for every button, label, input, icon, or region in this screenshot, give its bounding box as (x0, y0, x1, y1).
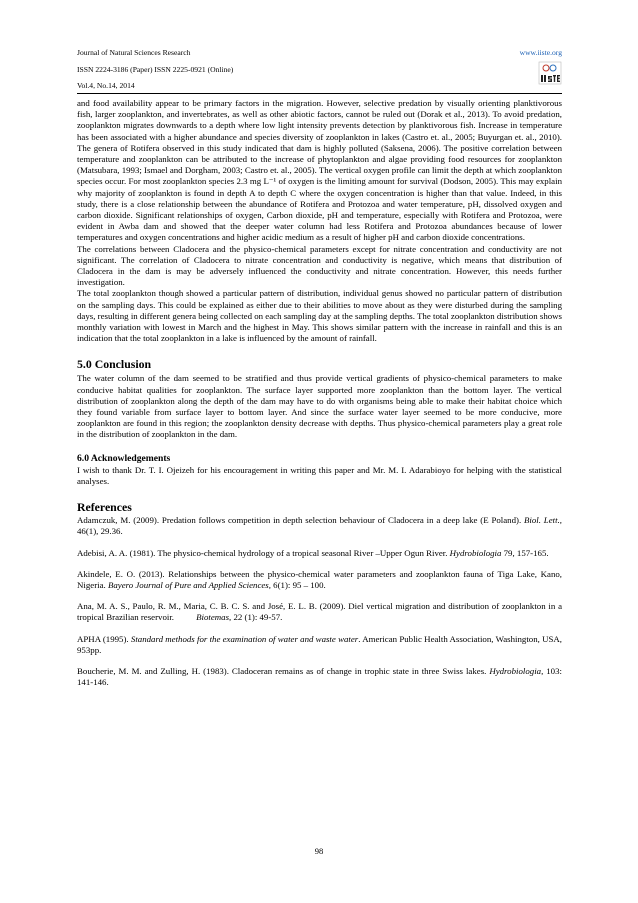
discussion-paragraph: The total zooplankton though showed a particular pattern of distribution, individual genus showed no particular pattern of distribution on the sampling days. This could be explained as either due to their abilities to move about as they were disturbed during the sampling days, resulting in different genera being collected on each sampling day at the sampling depths. The total zooplankton distribution shows monthly variation with lowest in March and the highest in May. This shows similar pattern with the increase in rainfall and this is an indication that the total zooplankton in a lake is influenced by the amount of rainfall. (77, 288, 562, 344)
reference-item: Boucherie, M. M. and Zulling, H. (1983). Cladoceran remains as of change in trophic state in three Swiss lakes. Hydrobiologia, 103: 141-146. (77, 665, 562, 688)
article-body (77, 98, 565, 688)
acknowledgements-paragraph: I wish to thank Dr. T. I. Ojeizeh for his encouragement in writing this paper and Mr. M. I. Adarabioyo for helping with the statistical analyses. (77, 464, 562, 486)
header-divider (77, 93, 562, 94)
discussion-paragraph: and food availability appear to be primary factors in the migration. However, selective predation by visually orienting planktivorous fish, larger zooplankton, and invertebrates, as well as other abiotic factors, cannot be ruled out (Dorak et al., 2013). To avoid predation, zooplankton migrates downwards to a depth where low light intensity prevents detection by planktivorous fish. Increase in temperature has been associated with a higher abundance and species diversity of zooplankton in lakes (Castro et. al., 2005; Buyurgan et. al., 2010). The genera of Rotifera observed in this study indicated that dam is highly polluted (Saksena, 2006). The positive correlation between temperature and zooplankton can be attributed to the increase of phytoplankton and algae providing food resources for zooplankton (Matsubara, 1993; Ismael and Dorgham, 2003; Castro et. al., 2005). The vertical oxygen profile can limit the depth at which zooplankton species occur. For most zooplankton species 2.3 mg L⁻¹ of oxygen is the limiting amount for survival (Dodson, 2005). This may explain why majority of zooplankton is found in depth A to depth C where the oxygen concentration is higher than that value. Indeed, in this study, there is a close relationship between the abundance of Rotifera and Protozoa and water temperature, pH, dissolved oxygen and carbon dioxide. Significant relationships of oxygen, Carbon dioxide, pH and temperature, especially with Rotifera and Protozoa, were evident in Awba dam and showed that the deeper water column had less Rotifera and Protozoa abundances because of lower temperatures and oxygen concentrations and higher acidic medium as a result of higher pH and carbon dioxide concentrations. (77, 98, 562, 243)
reference-item: Adebisi, A. A. (1981). The physico-chemical hydrology of a tropical seasonal River –Upper Ogun River. Hydrobiologia 79, 157-165. (77, 547, 549, 558)
discussion-paragraph: The correlations between Cladocera and the physico-chemical parameters except for nitrate concentration and conductivity are not significant. The correlation of Cladocera to nitrate concentration and conductivity is negative, which means that distribution of Cladocera in the dam is may be adversely influenced the conductivity and nitrate concentration. However, this needs further investigation. (77, 243, 562, 288)
journal-header (77, 44, 562, 94)
journal-name: Journal of Natural Sciences Research (77, 48, 191, 57)
references-heading: References (77, 500, 132, 515)
reference-item: Ana, M. A. S., Paulo, R. M., Maria, C. B. C. S. and José, E. L. B. (2009). Diel vertical migration and distribution of zooplankton in a tropical Brazilian reservoir. Biotemas, 22 (1): 49-57. (77, 601, 565, 623)
reference-item: Akindele, E. O. (2013). Relationships between the physico-chemical water parameters and zooplankton fauna of Tiga Lake, Kano, Nigeria. Bayero Journal of Pure and Applied Sciences, 6(1): 95 – 100. (77, 568, 562, 590)
page-number: 98 (314, 846, 324, 856)
reference-item: Adamczuk, M. (2009). Predation follows competition in depth selection behaviour of Cladocera in a deep lake (E Poland). Biol. Lett., 46(1), 29.36. (77, 515, 562, 537)
reference-item: APHA (1995). Standard methods for the examination of water and waste water. American Public Health Association, Washington, USA, 953pp. (77, 633, 562, 655)
journal-url[interactable]: www.iiste.org (519, 48, 562, 57)
conclusion-paragraph: The water column of the dam seemed to be stratified and thus provide vertical gradients of physico-chemical parameters to make conducive habitat qualities for zooplankton. The surface layer supported more zooplankton than the bottom layer. The vertical distribution of zooplankton along the depth of the dam may have to do with organisms being able to make their habitat choice which they found variable from surface layer to bottom layer. And since the surface water layer seemed to be more conducive, more zooplankton are found in this region; the zooplankton density decrease with depths. Thus physico-chemical parameters play a great role in the distribution of zooplankton in the dam. (77, 373, 562, 440)
conclusion-heading: 5.0 Conclusion (77, 357, 152, 372)
issn: ISSN 2224-3186 (Paper) ISSN 2225-0921 (Online) (77, 65, 234, 74)
iiste-logo-icon (538, 61, 562, 85)
acknowledgements-heading: 6.0 Acknowledgements (77, 452, 171, 464)
volume-info: Vol.4, No.14, 2014 (77, 81, 135, 90)
